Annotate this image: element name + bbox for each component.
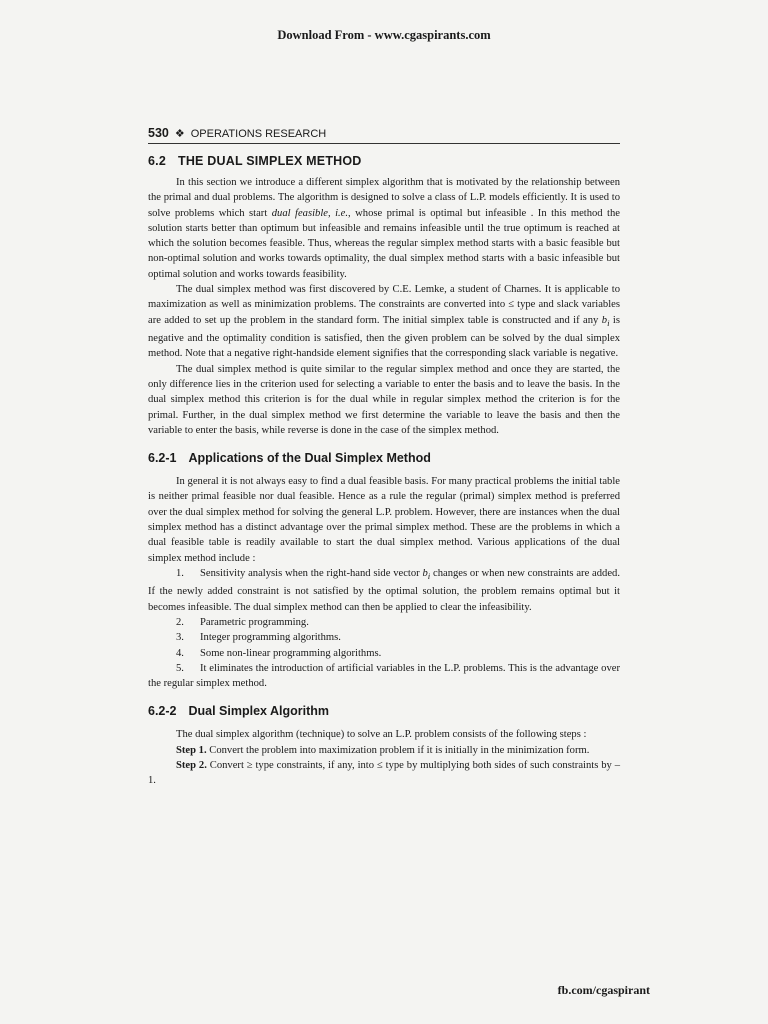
step-text: Convert ≥ type constraints, if any, into ≤ type by multiplying both sides of such constraints by – 1.	[148, 760, 621, 787]
step-label: Step 2.	[176, 760, 207, 772]
subsection-heading-algorithm	[148, 704, 620, 718]
para-text: is negative and the optimality condition is satisfied, then the given problem can be solved by the dual simplex method. Note that a negative right-handside element signifies that the corresponding slack variable is negative.	[148, 314, 620, 360]
list-item-3	[148, 630, 620, 645]
para-text: , whose primal is optimal but infeasible . In this method the solution starts better than optimum but infeasible and remains infeasible until the true optimum is reached at which the solution becomes feasible. Thus, whereas the regular simplex method starts with a basic feasible but non-optimal solution and works towards optimality, the dual simplex method starts with a basic infeasible but optimal solution and works towards feasibility.	[148, 207, 621, 280]
list-number: 5.	[176, 662, 184, 674]
list-item-5	[148, 661, 620, 692]
math-variable: b	[601, 314, 608, 326]
math-variable: b	[422, 567, 428, 579]
list-number: 1.	[176, 567, 184, 579]
step-1	[148, 743, 620, 758]
list-item-1	[148, 566, 620, 615]
book-title: OPERATIONS RESEARCH	[190, 128, 327, 140]
subsection-title: Dual Simplex Algorithm	[188, 704, 330, 719]
list-text: It eliminates the introduction of artificial variables in the L.P. problems. This is the advantage over the regular simplex method.	[148, 662, 620, 690]
list-number: 4.	[176, 647, 184, 659]
paragraph-intro-1	[148, 175, 620, 282]
math-subscript: i	[607, 317, 610, 328]
list-item-4	[148, 646, 620, 661]
list-item-2	[148, 615, 620, 630]
section-title: THE DUAL SIMPLEX METHOD	[177, 154, 362, 168]
step-label: Step 1.	[176, 744, 207, 756]
emphasis-text: dual feasible, i.e.	[271, 207, 349, 219]
para-text: In this section we introduce a different simplex algorithm that is motivated by the relationship between the primal and dual problems. The algorithm is designed to solve a class of L.P. models efficiently. It is used to solve problems which start	[148, 177, 620, 219]
paragraph-algorithm: The dual simplex algorithm (technique) to solve an L.P. problem consists of the following steps :	[176, 729, 587, 741]
page-content	[148, 126, 620, 789]
list-number: 2.	[176, 616, 184, 628]
paragraph-intro-2	[148, 282, 620, 362]
list-number: 3.	[176, 632, 184, 644]
diamond-icon: ❖	[174, 128, 185, 140]
download-banner: Download From - www.cgaspirants.com	[277, 28, 491, 42]
footer-link[interactable]: fb.com/cgaspirant	[557, 983, 650, 997]
list-text: Parametric programming.	[200, 616, 309, 628]
subsection-number: 6.2-2	[148, 704, 177, 719]
paragraph-intro-3: The dual simplex method is quite similar to the regular simplex method and once they are started, the only difference lies in the criterion used for selecting a variable to enter the basis and to leave the basis. In the dual simplex method this criterion is for the dual while in regular simplex method the criterion is for the primal. Further, in the dual simplex method we first determine the variable to leave the basis and then the variable to enter the basis, while reverse is done in the case of the simplex method.	[148, 363, 620, 436]
para-text: changes or when new constraints are added. If the newly added constraint is not satisfied by the optimal solution, the problem remains optimal but it becomes infeasible. The dual simplex method can then be applied to clear the infeasibility.	[148, 567, 620, 613]
page-number: 530	[148, 126, 169, 140]
running-head	[148, 126, 620, 144]
paragraph-applications: In general it is not always easy to find a dual feasible basis. For many practical problems the initial table is neither primal feasible nor dual feasible. Hence as a rule the regular (primal) simplex method is preferred over the dual simplex method for solving the general L.P. problem. However, there are instances when the dual simplex method has a distinct advantage over the primal simplex method. These are the problems in which a dual feasible table is readily available to start the dual simplex method. Various applications of the dual simplex method include :	[148, 476, 620, 564]
subsection-number: 6.2-1	[148, 451, 177, 466]
list-text: Integer programming algorithms.	[200, 632, 341, 644]
section-heading	[148, 154, 620, 168]
step-2	[148, 758, 620, 789]
math-subscript: i	[427, 571, 431, 582]
list-text: Some non-linear programming algorithms.	[200, 647, 382, 659]
subsection-title: Applications of the Dual Simplex Method	[188, 451, 431, 466]
para-text: The dual simplex method was first discovered by C.E. Lemke, a student of Charnes. It is applicable to maximization as well as minimization problems. The constraints are converted into ≤ type and slack variables are added to set up the problem in the standard form. The initial simplex table is constructed and if any	[148, 284, 620, 326]
para-text: Sensitivity analysis when the right-hand side vector	[200, 567, 423, 579]
step-text: Convert the problem into maximization problem if it is initially in the minimization form.	[206, 744, 590, 756]
section-number: 6.2	[148, 154, 166, 168]
subsection-heading-applications	[148, 451, 620, 465]
